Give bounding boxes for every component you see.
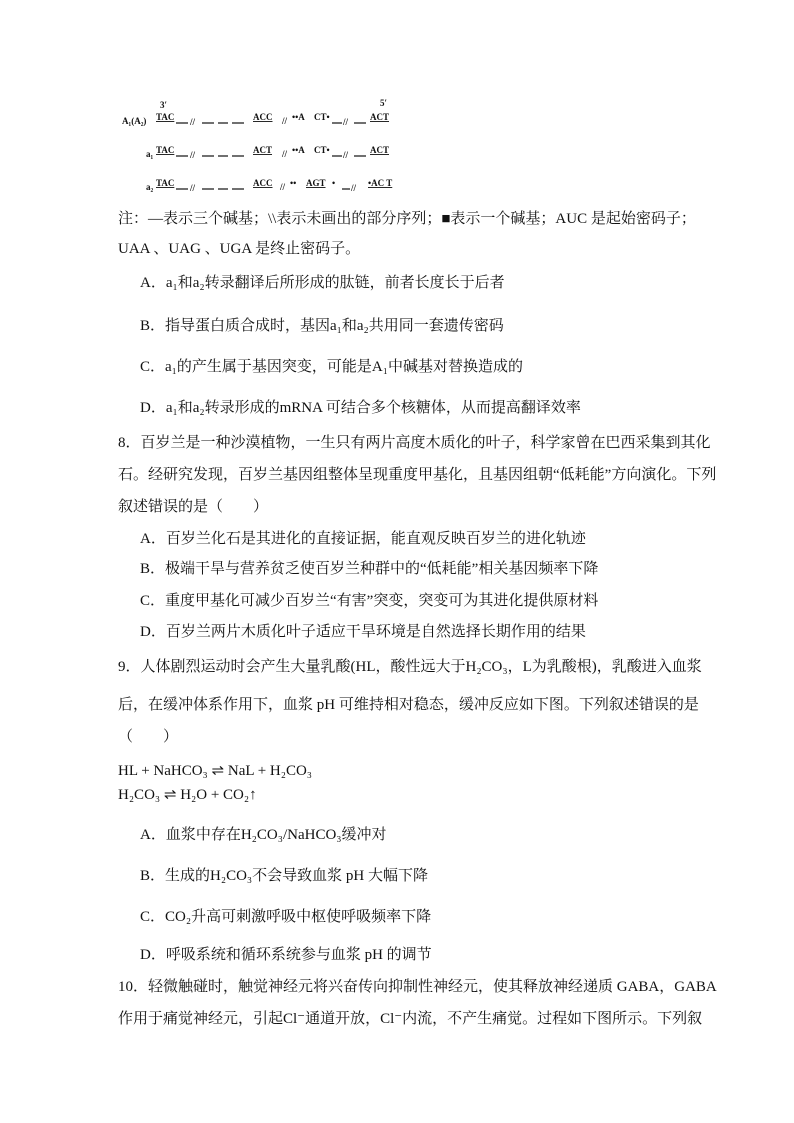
row3-mid: ACC: [253, 178, 273, 188]
row2-a: ••A: [292, 145, 305, 155]
q9-stem-line-3: （ ）: [118, 729, 179, 745]
row3-name: a₂: [146, 182, 154, 192]
row2-start: TAC: [156, 145, 175, 155]
q8-option-c[interactable]: C．重度甲基化可减少百岁兰“有害”突变，突变可为其进化提供原材料: [140, 593, 599, 609]
row1-a: ••A: [292, 112, 305, 122]
svg-text://: //: [190, 183, 196, 193]
q7-option-b[interactable]: B．指导蛋白质合成时，基因a₁和a₂共用同一套遗传密码: [140, 318, 504, 334]
row2-name: a₁: [146, 149, 154, 159]
svg-text://: //: [190, 117, 196, 127]
q8-stem-line-1: 8．百岁兰是一种沙漠植物，一生只有两片高度木质化的叶子，科学家曾在巴西采集到其化: [118, 435, 711, 451]
row1-b: CT•: [314, 112, 330, 122]
q8-option-d[interactable]: D．百岁兰两片木质化叶子适应干旱环境是自然选择长期作用的结果: [140, 624, 586, 640]
q7-option-a[interactable]: A．a₁和a₂转录翻译后所形成的肽链，前者长度长于后者: [140, 275, 505, 291]
row1-mid: ACC: [253, 112, 273, 122]
row1-start: TAC: [156, 112, 175, 122]
q7-option-c[interactable]: C．a₁的产生属于基因突变，可能是A₁中碱基对替换造成的: [140, 359, 523, 375]
q10-stem-line-2: 作用于痛觉神经元，引起Cl⁻通道开放，Cl⁻内流，不产生痛觉。过程如下图所示。下列叙: [118, 1011, 703, 1027]
svg-text://: //: [351, 183, 357, 193]
dna-sequence-figure: [120, 96, 420, 206]
row3-a: ••: [290, 178, 297, 188]
q9-stem-line-1: 9．人体剧烈运动时会产生大量乳酸(HL，酸性远大于H₂CO₃，L为乳酸根)，乳酸进入血浆: [118, 659, 702, 675]
svg-text://: //: [280, 182, 286, 192]
row2-b: CT•: [314, 145, 330, 155]
q9-option-c[interactable]: C．CO₂升高可刺激呼吸中枢使呼吸频率下降: [140, 909, 432, 925]
q9-option-b[interactable]: B．生成的H₂CO₃不会导致血浆 pH 大幅下降: [140, 868, 428, 884]
svg-text://: //: [343, 117, 349, 127]
q9-option-a[interactable]: A．血浆中存在H₂CO₃/NaHCO₃缓冲对: [140, 827, 387, 843]
equation-2: H₂CO₃ ⇌ H₂O + CO₂↑: [118, 787, 257, 803]
note-line-1: 注：—表示三个碱基；\\表示未画出的部分序列；■表示一个碱基；AUC 是起始密码子；: [118, 211, 696, 227]
q8-stem-line-3: 叙述错误的是（ ）: [118, 499, 269, 515]
row1-end: ACT: [370, 112, 390, 122]
q9-stem-line-2: 后，在缓冲体系作用下，血浆 pH 可维持相对稳态，缓冲反应如下图。下列叙述错误的是: [118, 697, 699, 713]
row2-mid: ACT: [253, 145, 273, 155]
row1-name: A₁(A₂): [122, 116, 147, 126]
equation-1: HL + NaHCO₃ ⇌ NaL + H₂CO₃: [118, 763, 313, 779]
row3-end: •AC T: [368, 178, 393, 188]
row3-start: TAC: [156, 178, 175, 188]
q8-option-b[interactable]: B．极端干旱与营养贫乏使百岁兰种群中的“低耗能”相关基因频率下降: [140, 561, 599, 577]
row3-c: •: [332, 178, 336, 188]
svg-text://: //: [190, 150, 196, 160]
label-5-prime: 5′: [380, 98, 388, 108]
q8-stem-line-2: 石。经研究发现，百岁兰基因组整体呈现重度甲基化，且基因组朝“低耗能”方向演化。下列: [118, 467, 717, 483]
svg-text://: //: [282, 149, 288, 159]
q7-option-d[interactable]: D．a₁和a₂转录形成的mRNA 可结合多个核糖体，从而提高翻译效率: [140, 400, 581, 416]
svg-text://: //: [282, 116, 288, 126]
q10-stem-line-1: 10．轻微触碰时，触觉神经元将兴奋传向抑制性神经元，使其释放神经递质 GABA，GABA: [118, 979, 717, 995]
row2-end: ACT: [370, 145, 390, 155]
label-3-prime: 3′: [160, 100, 168, 110]
note-line-2: UAA 、UAG 、UGA 是终止密码子。: [118, 241, 361, 257]
svg-text://: //: [343, 150, 349, 160]
q9-option-d[interactable]: D．呼吸系统和循环系统参与血浆 pH 的调节: [140, 947, 432, 963]
q8-option-a[interactable]: A．百岁兰化石是其进化的直接证据，能直观反映百岁兰的进化轨迹: [140, 531, 586, 547]
row3-b: AGT: [306, 178, 326, 188]
